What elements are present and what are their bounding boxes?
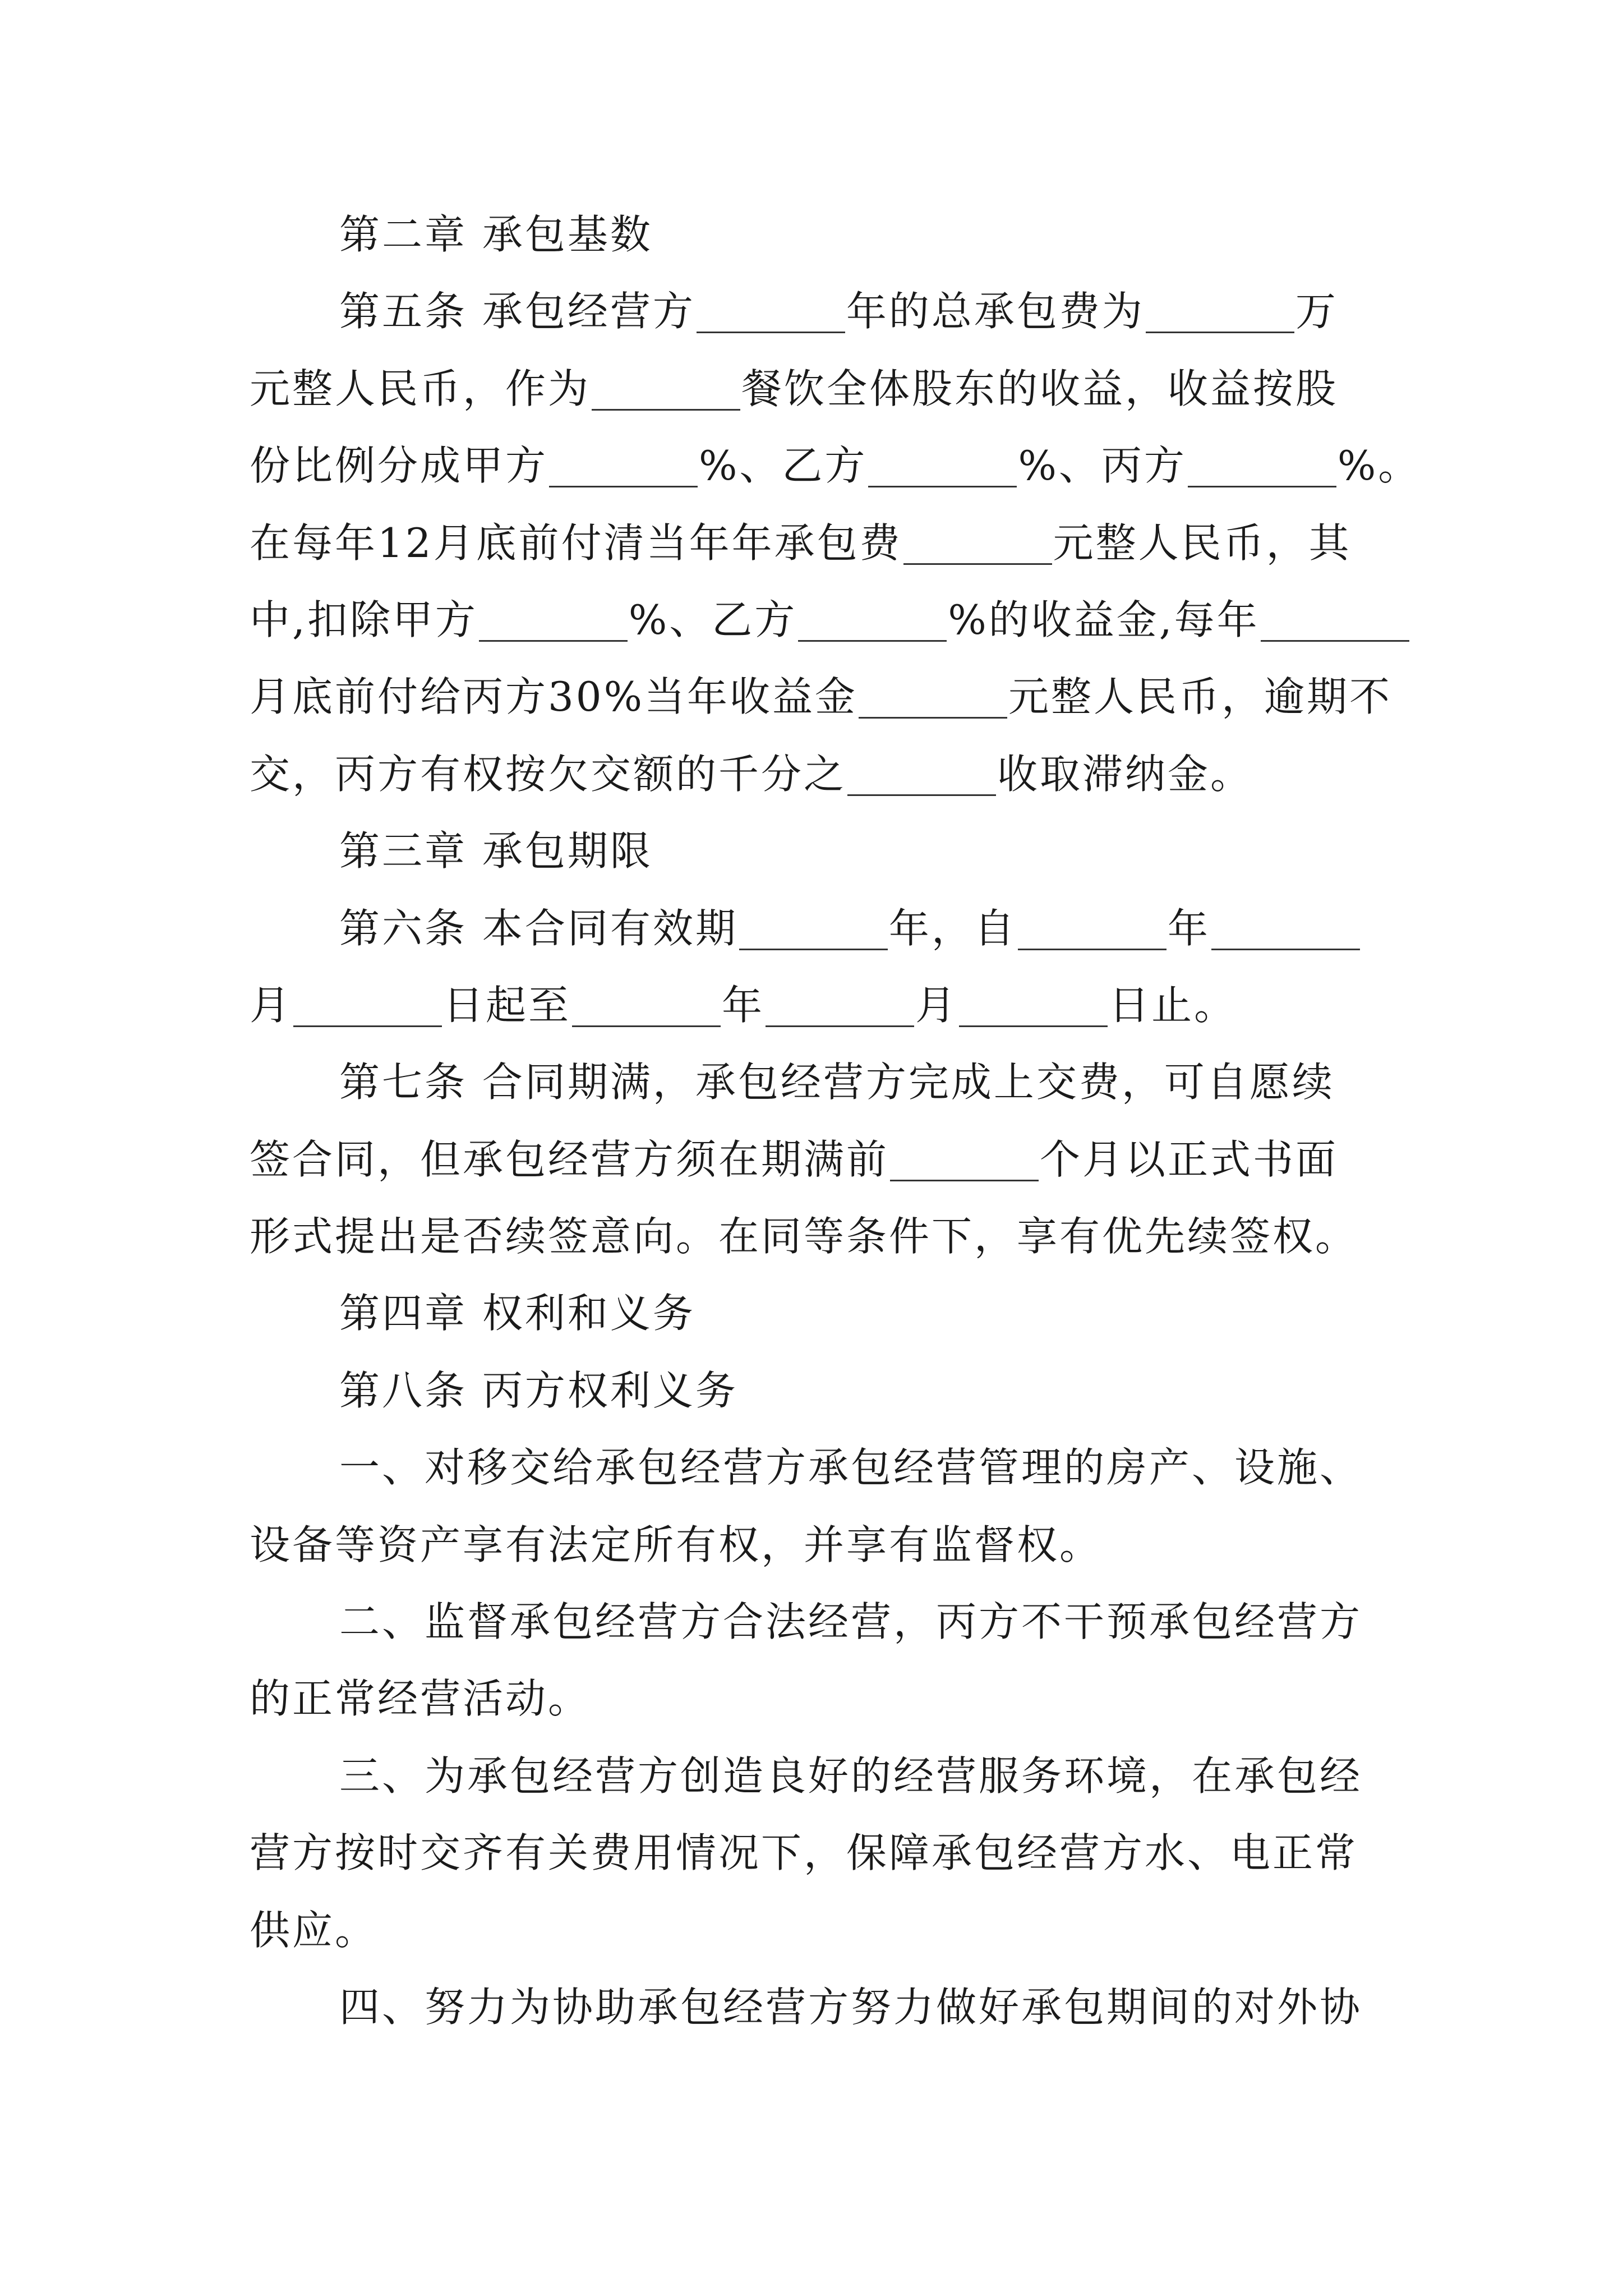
text-segment: 年	[722, 981, 765, 1029]
text-line	[250, 1429, 1388, 1506]
text-segment: 设备等资产享有法定所有权，并享有监督权。	[250, 1521, 1103, 1568]
fill-in-blank	[890, 1139, 1039, 1181]
text-line	[250, 1275, 1388, 1352]
text-segment: 第七条 合同期满，承包经营方完成上交费，可自愿续	[339, 1059, 1335, 1106]
fill-in-blank	[592, 369, 740, 411]
text-line	[250, 273, 1388, 350]
fill-in-blank	[1018, 908, 1166, 950]
fill-in-blank	[959, 985, 1108, 1027]
text-line	[250, 659, 1393, 735]
text-segment: 月	[915, 981, 958, 1029]
text-segment: 餐饮全体股东的收益，收益按股	[741, 365, 1339, 412]
text-segment: 份比例分成甲方	[250, 442, 548, 490]
fill-in-blank	[697, 291, 845, 333]
text-line	[250, 890, 1388, 967]
text-segment: %、乙方	[699, 442, 868, 490]
text-segment: 的正常经营活动。	[250, 1675, 591, 1723]
fill-in-blank	[739, 908, 888, 950]
text-line	[250, 736, 1388, 813]
text-segment: 年	[1167, 904, 1210, 952]
fill-in-blank	[766, 985, 914, 1027]
fill-in-blank	[903, 523, 1052, 565]
text-line	[250, 582, 1388, 659]
text-segment: %、丙方	[1018, 442, 1187, 490]
text-line	[250, 1892, 1388, 1969]
text-line	[250, 813, 1388, 890]
text-line	[250, 1584, 1388, 1660]
fill-in-blank	[479, 600, 628, 642]
text-segment: 交，丙方有权按欠交额的千分之	[250, 750, 847, 798]
text-segment: 形式提出是否续签意向。在同等条件下，享有优先续签权。	[250, 1213, 1358, 1260]
document-body	[250, 196, 1421, 2046]
text-line	[250, 196, 1388, 273]
text-segment: 四、努力为协助承包经营方努力做好承包期间的对外协	[339, 1983, 1363, 2031]
text-segment: 月底前付给丙方30%当年收益金	[250, 673, 858, 721]
fill-in-blank	[1211, 908, 1360, 950]
text-segment: 第二章 承包基数	[339, 211, 653, 258]
text-line	[250, 1121, 1388, 1198]
text-segment: 日起至	[443, 981, 571, 1029]
text-segment: 第六条 本合同有效期	[339, 904, 738, 952]
fill-in-blank	[293, 985, 442, 1027]
text-segment: 元整人民币，作为	[250, 365, 591, 412]
fill-in-blank	[859, 677, 1007, 719]
text-segment: 第五条 承包经营方	[339, 288, 695, 335]
text-line	[250, 1198, 1388, 1275]
text-segment: 在每年12月底前付清当年年承包费	[250, 519, 902, 567]
text-line	[250, 1815, 1388, 1892]
text-segment: 日止。	[1109, 981, 1237, 1029]
fill-in-blank	[1261, 600, 1409, 642]
text-line	[250, 351, 1388, 427]
fill-in-blank	[1146, 291, 1294, 333]
text-segment: 一、对移交给承包经营方承包经营管理的房产、设施、	[339, 1444, 1363, 1492]
text-segment: 年，自	[888, 904, 1017, 952]
fill-in-blank	[549, 445, 698, 487]
text-segment: 个月以正式书面	[1040, 1135, 1339, 1183]
fill-in-blank	[847, 754, 996, 796]
text-segment: 月	[250, 981, 293, 1029]
text-segment: 三、为承包经营方创造良好的经营服务环境，在承包经	[339, 1752, 1363, 1800]
text-segment: 元整人民币，其	[1053, 519, 1352, 567]
text-segment: %、乙方	[628, 596, 797, 643]
fill-in-blank	[572, 985, 721, 1027]
text-line	[250, 1352, 1388, 1429]
text-line	[250, 505, 1388, 582]
text-segment: 第三章 承包期限	[339, 827, 653, 875]
text-line	[250, 1660, 1388, 1737]
text-segment: 二、监督承包经营方合法经营，丙方不干预承包经营方	[339, 1598, 1363, 1646]
text-line	[250, 427, 1421, 504]
text-line	[250, 967, 1388, 1044]
text-line	[250, 1507, 1388, 1584]
fill-in-blank	[1188, 445, 1336, 487]
text-segment: 签合同，但承包经营方须在期满前	[250, 1135, 889, 1183]
fill-in-blank	[798, 600, 947, 642]
fill-in-blank	[868, 445, 1017, 487]
text-segment: 供应。	[250, 1906, 378, 1954]
text-segment: 万	[1295, 288, 1338, 335]
text-line	[250, 1044, 1388, 1121]
text-segment: %。	[1337, 442, 1421, 490]
text-line	[250, 1969, 1388, 2046]
text-segment: 年的总承包费为	[846, 288, 1145, 335]
text-segment: 第八条 丙方权利义务	[339, 1366, 738, 1414]
text-segment: 收取滞纳金。	[997, 750, 1253, 798]
text-segment: 第四章 权利和义务	[339, 1290, 695, 1337]
text-segment: %的收益金,每年	[948, 596, 1260, 643]
text-line	[250, 1738, 1388, 1815]
text-segment: 营方按时交齐有关费用情况下，保障承包经营方水、电正常	[250, 1829, 1358, 1877]
text-segment: 元整人民币，逾期不	[1008, 673, 1393, 721]
text-segment: 中,扣除甲方	[250, 596, 478, 643]
